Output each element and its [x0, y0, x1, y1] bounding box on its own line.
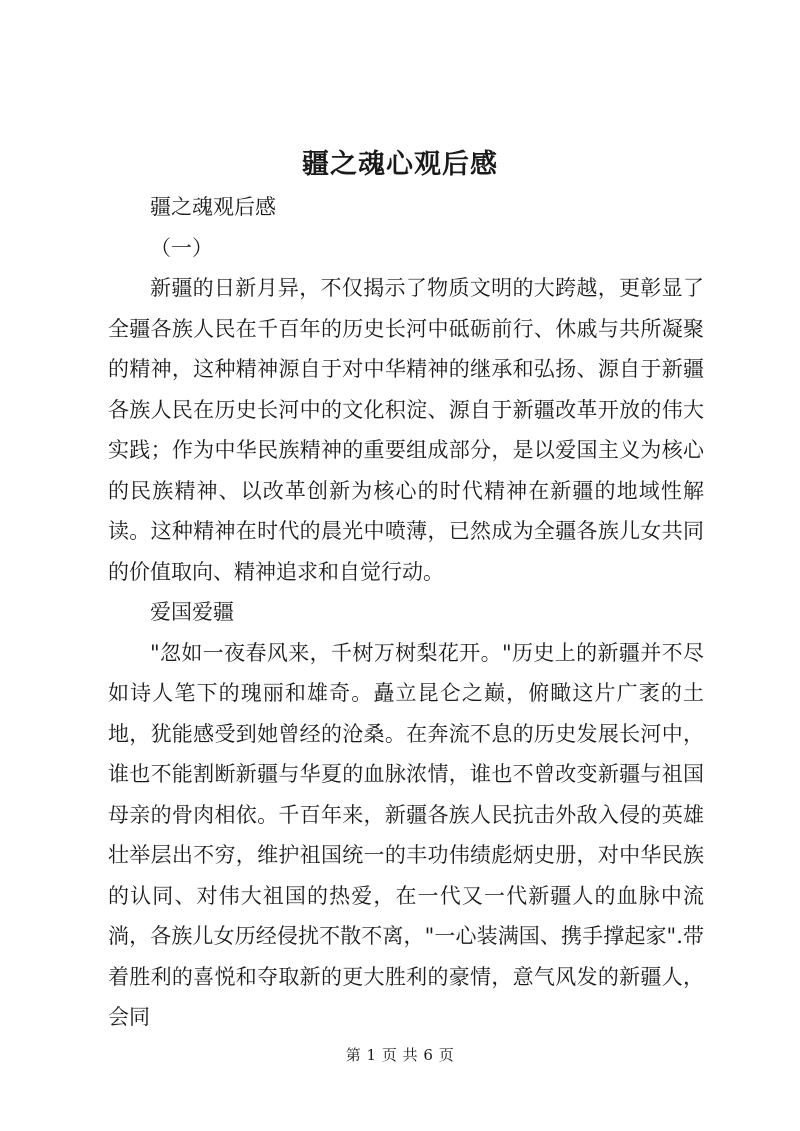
- paragraph-1: 新疆的日新月异，不仅揭示了物质文明的大跨越，更彰显了全疆各族人民在千百年的历史长河中砥砺前行、休戚与共所凝聚的精神，这种精神源自于对中华精神的继承和弘扬、源自于新疆各族人民在历史长河中的文化积淀、源自于新疆改革开放的伟大实践；作为中华民族精神的重要组成部分，是以爱国主义为核心的民族精神、以改革创新为核心的时代精神在新疆的地域性解读。这种精神在时代的晨光中喷薄，已然成为全疆各族儿女共同的价值取向、精神追求和自觉行动。: [108, 276, 704, 584]
- page-footer: 第 1 页 共 6 页: [345, 1046, 455, 1064]
- document-body: [108, 187, 704, 1038]
- document-title: 疆之魂心观后感: [302, 149, 498, 180]
- paragraph-2: "忽如一夜春风来，千树万树梨花开。"历史上的新疆并不尽如诗人笔下的瑰丽和雄奇。矗立昆仑之巅，俯瞰这片广袤的土地，犹能感受到她曾经的沧桑。在奔流不息的历史发展长河中，谁也不能割断新疆与华夏的血脉浓情，谁也不曾改变新疆与祖国母亲的骨肉相依。千百年来，新疆各族人民抗击外敌入侵的英雄壮举层出不穷，维护祖国统一的丰功伟绩彪炳史册，对中华民族的认同、对伟大祖国的热爱，在一代又一代新疆人的血脉中流淌，各族儿女历经侵扰不散不离，"一心装满国、携手撑起家".带着胜利的喜悦和夺取新的更大胜利的豪情，意气风发的新疆人，会同: [108, 640, 704, 1029]
- section-heading: 爱国爱疆: [150, 600, 234, 624]
- subtitle: 疆之魂观后感: [150, 195, 276, 219]
- section-number: （一）: [150, 235, 213, 260]
